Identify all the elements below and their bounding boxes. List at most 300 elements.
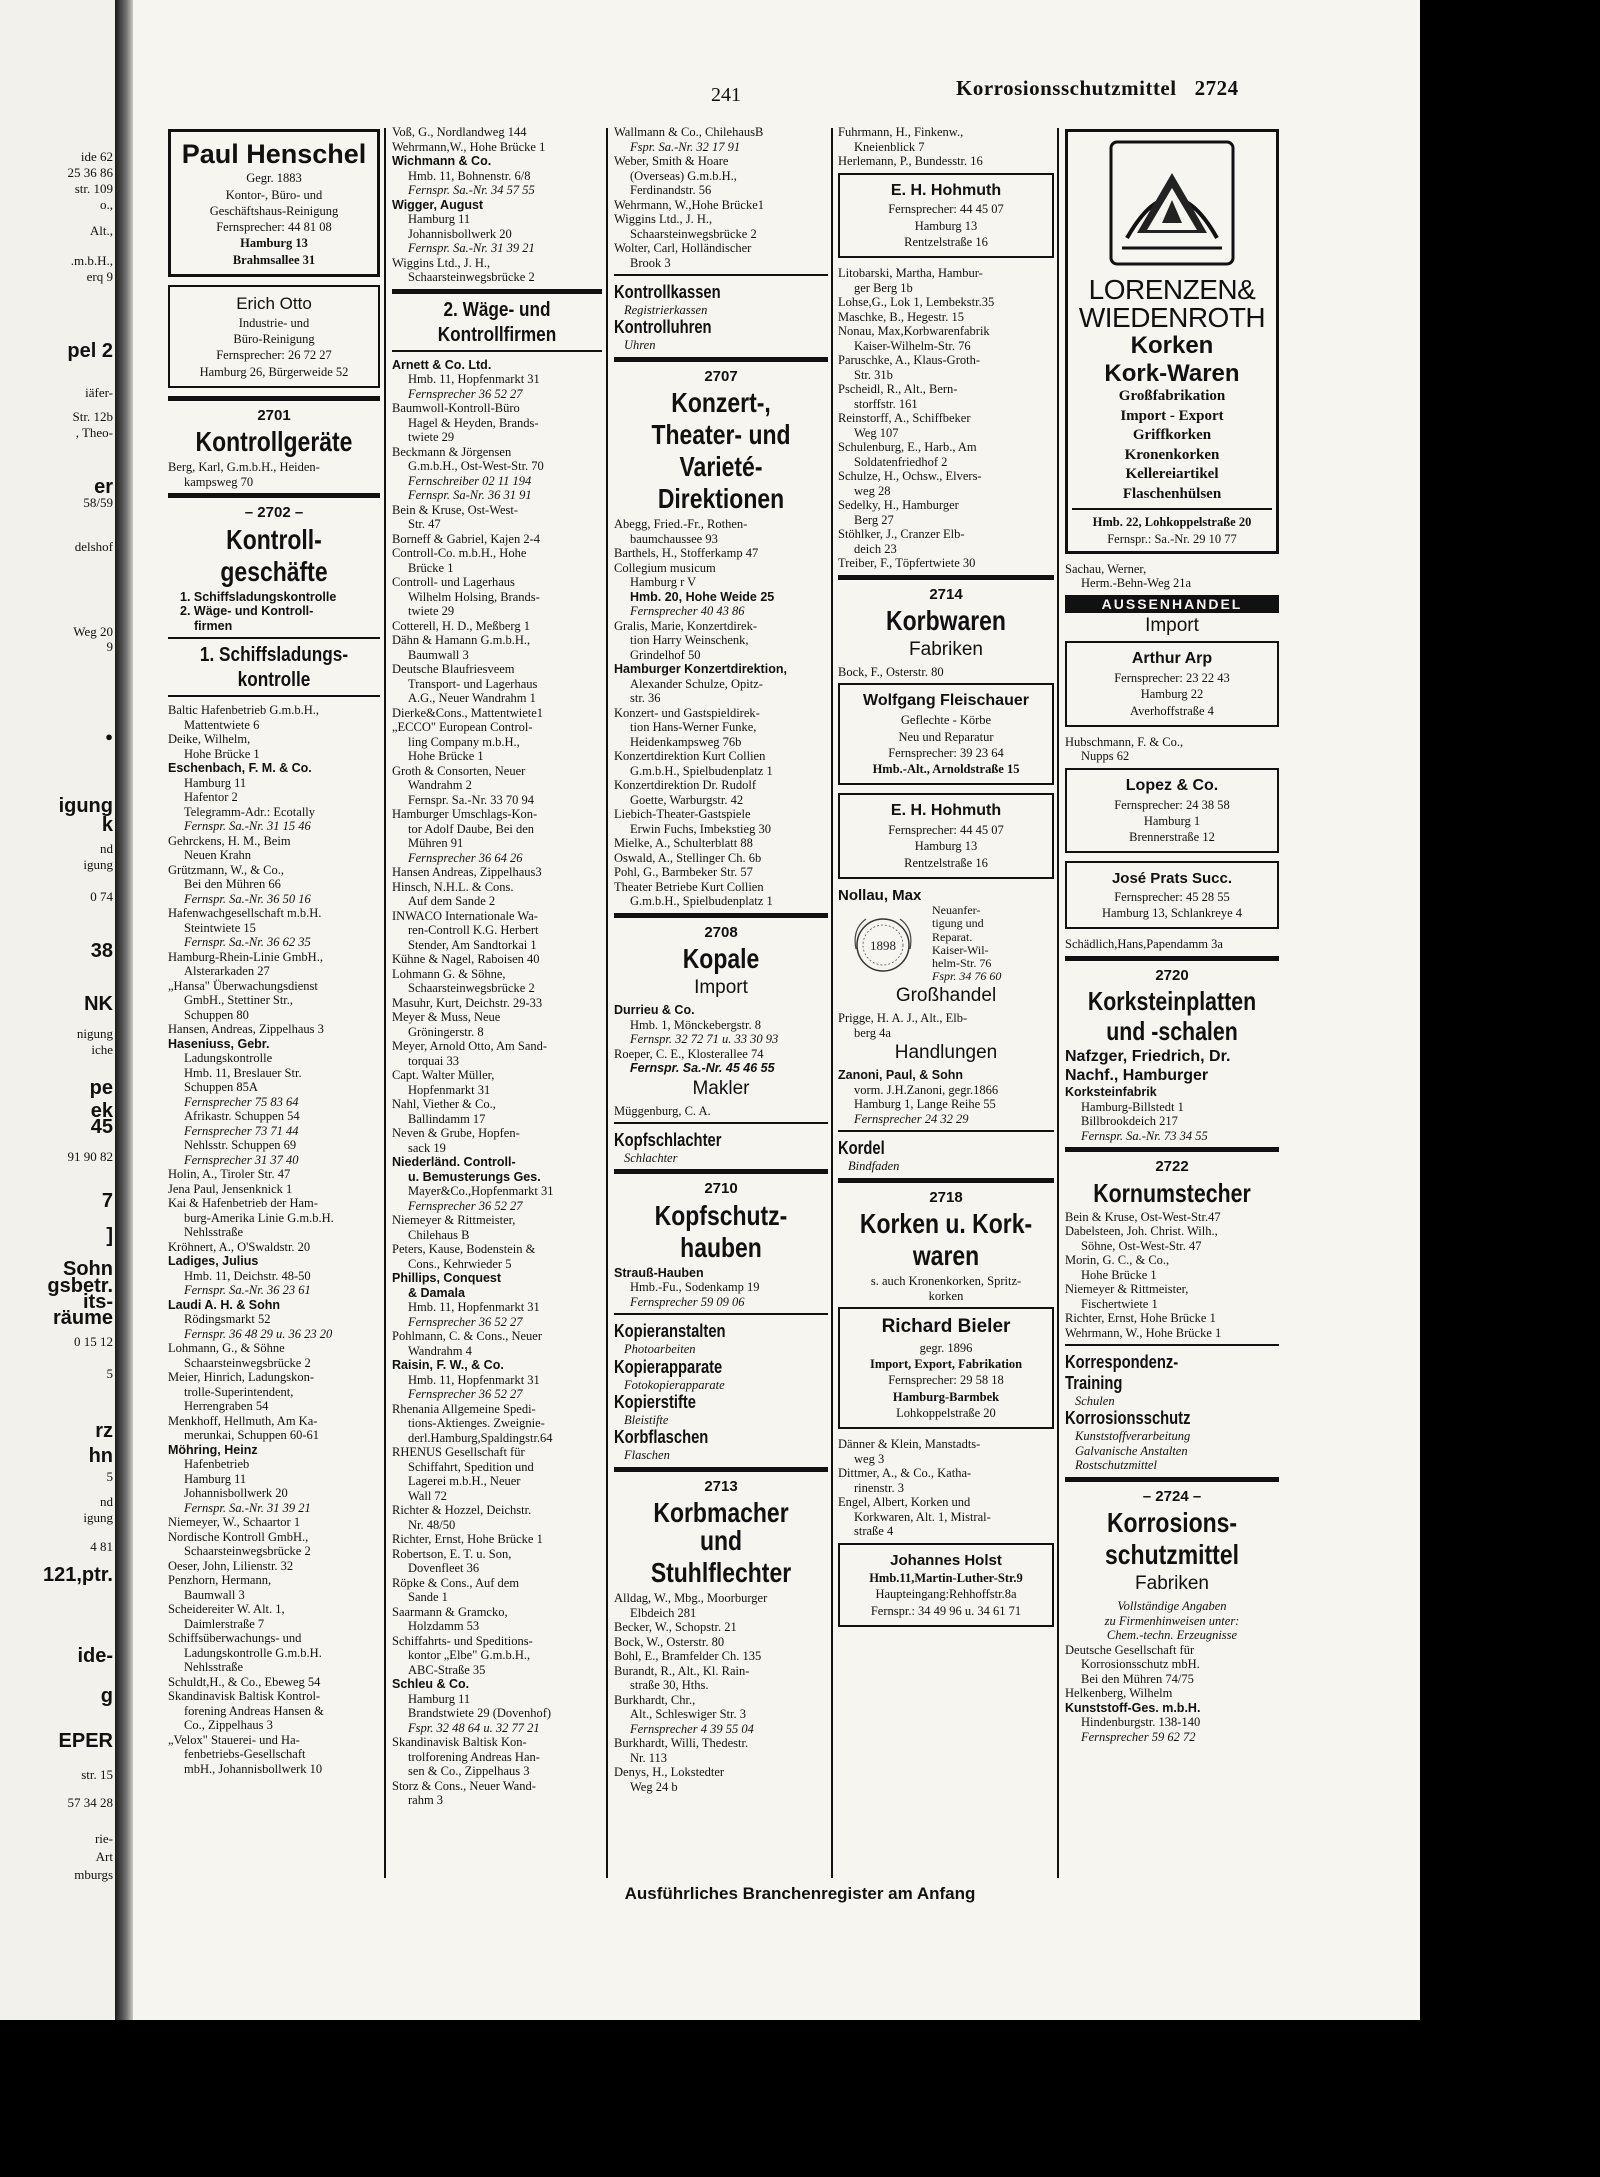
entry-line: Hmb. 11, Hopfenmarkt 31 bbox=[408, 1300, 540, 1314]
ad-street: Lohkoppelstraße 20 bbox=[896, 1405, 996, 1420]
entry-line: Billbrookdeich 217 bbox=[1081, 1114, 1178, 1129]
ad-address: Hmb.11,Martin-Luther-Str.9 bbox=[869, 1571, 1023, 1586]
ad-fleischauer bbox=[838, 683, 1054, 785]
entry-line: Brandstwiete 29 (Dovenhof) bbox=[408, 1706, 552, 1720]
ad-title: Johannes Holst bbox=[890, 1551, 1002, 1569]
entry-phone: Fernspr. 36 48 29 u. 36 23 20 bbox=[184, 1326, 333, 1341]
entry-line: Kühne & Nagel, Raboisen 40 bbox=[392, 952, 540, 966]
ad-address: Hamburg 13, Schlankreye 4 bbox=[1101, 906, 1242, 921]
entry-line: Abegg, Fried.-Fr., Rothen- bbox=[614, 517, 748, 532]
section-number: 2707 bbox=[704, 367, 738, 385]
entry-phone: Fernsprecher 59 62 72 bbox=[1081, 1729, 1196, 1744]
entry-line: Gralis, Marie, Konzertdirek- bbox=[614, 618, 757, 633]
left-page-text-fragment: Sohn bbox=[63, 1258, 113, 1280]
section-title: Kontrollgeräte bbox=[195, 426, 353, 458]
entry-line: Pscheidl, R., Alt., Bern- bbox=[838, 382, 958, 397]
section-title: Korbwaren bbox=[886, 604, 1006, 636]
entry-line: Ballindamm 17 bbox=[408, 1111, 486, 1126]
left-page-text-fragment: 4 81 bbox=[90, 1539, 113, 1554]
entry-line: Dierke&Cons., Mattentwiete1 bbox=[392, 705, 544, 720]
entry-list bbox=[1065, 1210, 1279, 1341]
entry-line: Daimlerstraße 7 bbox=[184, 1616, 265, 1631]
entry-line: Bein & Kruse, Ost-West- bbox=[392, 502, 519, 517]
entry-line: Deutsche Blaufriesveem bbox=[392, 662, 515, 676]
entry-line: Hamburg-Billstedt 1 bbox=[1081, 1099, 1184, 1114]
left-page-text-fragment: Str. 12b bbox=[72, 409, 113, 424]
column-divider bbox=[384, 128, 386, 1878]
entry-line: Brücke 1 bbox=[408, 560, 454, 575]
entry-title: Hamburger Konzertdirektion, bbox=[614, 662, 787, 677]
entry-line: Pohlmann, C. & Cons., Neuer bbox=[392, 1329, 542, 1343]
entry-line: Voß, G., Nordlandweg 144 bbox=[392, 125, 527, 139]
entry-line: Alt., Schleswiger Str. 3 bbox=[630, 1707, 746, 1722]
entry-line: tor Adolf Daube, Bei den bbox=[408, 821, 535, 836]
ad-street: Brahmsallee 31 bbox=[232, 252, 316, 267]
entry-line: Brook 3 bbox=[630, 255, 671, 270]
ad-line: Flaschenhülsen bbox=[1122, 485, 1222, 502]
entry-line: Wallmann & Co., ChilehausB bbox=[614, 125, 764, 139]
entry-phone: Fernsprecher 36 52 27 bbox=[408, 386, 523, 401]
entry-list bbox=[838, 125, 1054, 169]
entry-phone: Fernspr. Sa.-Nr. 73 34 55 bbox=[1081, 1128, 1208, 1143]
entry-line: Holin, A., Tiroler Str. 47 bbox=[168, 1167, 291, 1182]
entry-line: Controll-Co. m.b.H., Hohe bbox=[392, 546, 527, 560]
entry-line: G.m.b.H., Ost-West-Str. 70 bbox=[408, 459, 544, 473]
column-5 bbox=[1065, 125, 1279, 1885]
entry-line: Johannisbollwerk 20 bbox=[184, 1486, 288, 1501]
entry-line: Nonau, Max,Korbwarenfabrik bbox=[838, 324, 990, 339]
entry-line: Beckmann & Jörgensen bbox=[392, 444, 512, 459]
entry-line: ABC-Straße 35 bbox=[408, 1662, 486, 1677]
left-page-text-fragment: 57 34 28 bbox=[67, 1795, 113, 1810]
category-heading: Kopierapparate bbox=[614, 1356, 723, 1377]
section-rule bbox=[1065, 1477, 1279, 1482]
subsection-ref: firmen bbox=[194, 618, 233, 633]
entry-line: Mühren 91 bbox=[408, 836, 464, 850]
entry-line: Denys, H., Lokstedter bbox=[614, 1765, 725, 1780]
entry-title: Wichmann & Co. bbox=[392, 154, 492, 168]
entry-title: Laudi A. H. & Sohn bbox=[168, 1297, 281, 1312]
entry-line: Wiggins Ltd., J. H., bbox=[392, 255, 491, 270]
entry-line: Gehrckens, H. M., Beim bbox=[168, 833, 291, 848]
nollau-body bbox=[838, 904, 1054, 983]
entry-line: berg 4a bbox=[854, 1025, 891, 1040]
entry-line: Erwin Fuchs, Imbekstieg 30 bbox=[630, 821, 771, 836]
category-heading: Korbflaschen bbox=[614, 1427, 709, 1448]
entry-line: Richter, Ernst, Hohe Brücke 1 bbox=[392, 1532, 543, 1546]
ad-line: Büro-Reinigung bbox=[233, 332, 315, 347]
ad-title: Arthur Arp bbox=[1131, 650, 1213, 668]
entry-title: Fernspr. Sa.-Nr. 45 46 55 bbox=[630, 1061, 775, 1076]
ad-heading: Korken bbox=[1130, 332, 1214, 360]
left-page-text-fragment: ide 62 bbox=[80, 149, 113, 164]
entry-line: Soldatenfriedhof 2 bbox=[854, 454, 948, 469]
entry-line: Korkwaren, Alt. 1, Mistral- bbox=[854, 1509, 991, 1524]
category-heading: Kontrollkassen bbox=[614, 282, 721, 302]
entry-phone: Fernsprecher 4 39 55 04 bbox=[630, 1721, 754, 1736]
left-page-text-fragment: , Theo- bbox=[75, 425, 113, 440]
entry-line: Weg 107 bbox=[854, 425, 899, 440]
entry-line: Pohl, G., Barmbeker Str. 57 bbox=[614, 865, 753, 880]
entry-line: Grützmann, W., & Co., bbox=[168, 862, 284, 877]
section-number: 2708 bbox=[704, 923, 738, 941]
ad-street: Averhoffstraße 4 bbox=[1130, 703, 1214, 718]
section-title: Theater- und bbox=[651, 419, 791, 451]
entry-list bbox=[614, 1591, 828, 1794]
category-heading: Kontrolluhren bbox=[614, 317, 712, 338]
section-rule bbox=[1065, 1344, 1279, 1346]
nollau-entry bbox=[838, 887, 1054, 984]
entry-line: Chilehaus B bbox=[408, 1227, 470, 1242]
entry-line: Söhne, Ost-West-Str. 47 bbox=[1081, 1238, 1202, 1253]
entry-title: Durrieu & Co. bbox=[614, 1003, 695, 1018]
entry-line: Sande 1 bbox=[408, 1590, 448, 1604]
entry-line: Wall 72 bbox=[408, 1488, 447, 1503]
cross-reference: Fotokopierapparate bbox=[624, 1377, 725, 1392]
entry-line: Kaiser-Wil- bbox=[932, 942, 989, 957]
entry-line: Hamburg 11 bbox=[408, 212, 471, 226]
entry-line: twiete 29 bbox=[408, 604, 455, 618]
entry-line: Becker, W., Schopstr. 21 bbox=[614, 1620, 737, 1635]
entry-line: Nordische Kontroll GmbH., bbox=[168, 1529, 309, 1544]
entry-line: Konzertdirektion Dr. Rudolf bbox=[614, 778, 756, 793]
entry-line: Saarmann & Gramcko, bbox=[392, 1604, 508, 1619]
section-rule bbox=[614, 913, 828, 918]
entry-line: Schulenburg, E., Harb., Am bbox=[838, 440, 977, 455]
subsection-ref: 2. Wäge- und Kontroll- bbox=[180, 604, 314, 619]
left-page-text-fragment: 5 bbox=[106, 1469, 113, 1484]
left-page-text-fragment: nigung bbox=[76, 1026, 113, 1041]
section-rule bbox=[614, 1122, 828, 1124]
entry-line: Korrosionsschutz mbH. bbox=[1081, 1657, 1200, 1672]
entry-line: merunkai, Schuppen 60-61 bbox=[184, 1428, 320, 1443]
entry-line: Hmb. 11, Hopfenmarkt 31 bbox=[408, 372, 540, 386]
left-page-text-fragment: ] bbox=[106, 1225, 113, 1247]
category-heading: Kordel bbox=[838, 1138, 885, 1159]
ad-line: Geflechte - Körbe bbox=[900, 713, 992, 728]
cross-reference: Bindfaden bbox=[848, 1159, 900, 1174]
left-page-text-fragment: str. 15 bbox=[81, 1767, 113, 1782]
entry-line: sen & Co., Zippelhaus 3 bbox=[408, 1764, 530, 1778]
running-title-text: Korrosionsschutzmittel bbox=[956, 76, 1177, 100]
section-rule bbox=[614, 1467, 828, 1472]
entry-phone: Fernspr. Sa-Nr. 36 31 91 bbox=[408, 488, 532, 502]
entry-line: Menkhoff, Hellmuth, Am Ka- bbox=[168, 1413, 318, 1428]
entry-line: Helkenberg, Wilhelm bbox=[1065, 1686, 1173, 1701]
subsection-title: Kontrollfirmen bbox=[437, 323, 557, 346]
left-page-text-fragment: str. 109 bbox=[74, 181, 113, 196]
entry-phone: Fernspr. Sa.-Nr. 31 15 46 bbox=[184, 819, 311, 834]
entry-phone: Fernsprecher 59 09 06 bbox=[630, 1294, 745, 1309]
column-2 bbox=[392, 125, 602, 1885]
entry-line: straße 30, Hths. bbox=[630, 1678, 709, 1693]
section-rule bbox=[614, 1169, 828, 1174]
entry-line: Nr. 113 bbox=[630, 1750, 668, 1765]
entry-line: Hamburg 11 bbox=[184, 1471, 247, 1486]
ad-title: Wolfgang Fleischauer bbox=[863, 692, 1029, 710]
left-page-text-fragment: rie- bbox=[94, 1831, 113, 1846]
section-rule bbox=[392, 350, 602, 352]
entry-phone: Fernsprecher 36 64 26 bbox=[408, 850, 523, 865]
ad-title: Richard Bieler bbox=[881, 1316, 1011, 1338]
ad-city: Hamburg 13 bbox=[914, 839, 978, 854]
entry-line: ger Berg 1b bbox=[854, 280, 913, 295]
list-item: Berg, Karl, G.m.b.H., Heiden- bbox=[168, 460, 320, 475]
entry-line: Hmb. 11, Deichstr. 48-50 bbox=[184, 1268, 311, 1283]
section-subtitle: Import bbox=[694, 977, 748, 999]
entry-line: Alldag, W., Mbg., Moorburger bbox=[614, 1591, 768, 1606]
entry-line: trolle-Superintendent, bbox=[184, 1384, 294, 1399]
left-page-text-fragment: NK bbox=[84, 993, 113, 1015]
cross-reference: Schulen bbox=[1075, 1393, 1115, 1408]
entry-line: Niemeyer & Rittmeister, bbox=[1065, 1282, 1189, 1297]
entry-line: Dittmer, A., & Co., Katha- bbox=[838, 1466, 972, 1481]
entry-line: (Overseas) G.m.b.H., bbox=[630, 168, 737, 183]
cross-reference-list bbox=[614, 1321, 828, 1463]
entry-line: Holzdamm 53 bbox=[408, 1619, 480, 1633]
entry-line: Schaarsteinwegsbrücke 2 bbox=[184, 1544, 311, 1559]
entry-line: Str. 47 bbox=[408, 517, 441, 531]
cross-reference: Bleistifte bbox=[624, 1412, 669, 1427]
ad-hohmuth bbox=[838, 793, 1054, 879]
entry-line: Oeser, John, Lilienstr. 32 bbox=[168, 1558, 294, 1573]
entry-line: Schiffsüberwachungs- und bbox=[168, 1631, 302, 1646]
entry-line: Jena Paul, Jensenknick 1 bbox=[168, 1181, 293, 1196]
left-page-text-fragment: er bbox=[94, 476, 113, 498]
ad-address: Hmb.-Alt., Arnoldstraße 15 bbox=[872, 762, 1020, 777]
ad-richard-bieler bbox=[838, 1307, 1054, 1429]
entry-list bbox=[1065, 562, 1279, 591]
entry-line: Dovenfleet 36 bbox=[408, 1561, 480, 1575]
entry-line: Burandt, R., Alt., Kl. Rain- bbox=[614, 1663, 750, 1678]
ad-lorenzen-wiedenroth bbox=[1065, 129, 1279, 554]
entry-line: Hafenwachgesellschaft m.b.H. bbox=[168, 906, 322, 921]
ad-line: Gegr. 1883 bbox=[246, 171, 302, 186]
entry-phone: Fernsprecher 73 71 44 bbox=[184, 1123, 299, 1138]
section-number: 2701 bbox=[257, 406, 291, 424]
entry-line: Wehrmann, W.,Hohe Brücke1 bbox=[614, 197, 764, 212]
ad-paul-henschel bbox=[168, 129, 380, 277]
entry-line: Berg 27 bbox=[854, 512, 894, 527]
section-rule bbox=[614, 1313, 828, 1315]
cross-reference: Uhren bbox=[624, 338, 656, 353]
entry-line: Wolter, Carl, Holländischer bbox=[614, 241, 752, 255]
left-page-text-fragment: ide- bbox=[77, 1645, 113, 1667]
section-title: schutzmittel bbox=[1105, 1539, 1239, 1571]
entry-line: Peters, Kause, Bodenstein & bbox=[392, 1242, 536, 1256]
entry-line: Hohe Brücke 1 bbox=[184, 746, 260, 761]
section-title: geschäfte bbox=[220, 555, 328, 587]
ad-line: Import - Export bbox=[1120, 407, 1224, 424]
list-item: Müggenburg, C. A. bbox=[614, 1103, 711, 1118]
subsection-title: 1. Schiffsladungs- bbox=[199, 644, 349, 667]
entry-line: Stender, Am Sandtorkai 1 bbox=[408, 937, 537, 952]
entry-line: Hamburg 11 bbox=[408, 1691, 471, 1706]
ad-phone: Fernsprecher: 24 38 58 bbox=[1114, 797, 1230, 812]
entry-line: Str. 31b bbox=[854, 367, 893, 382]
entry-list bbox=[614, 125, 828, 270]
entry-line: Hinsch, N.H.L. & Cons. bbox=[392, 879, 514, 894]
entry-line: Nachf., Hamburger bbox=[1065, 1066, 1209, 1084]
entry-line: Oswald, A., Stellinger Ch. 6b bbox=[614, 850, 762, 865]
entry-title: Schleu & Co. bbox=[392, 1677, 470, 1691]
page-footer: Ausführliches Branchenregister am Anfang bbox=[624, 1884, 976, 1903]
ad-city: Hamburg 13 bbox=[240, 236, 308, 251]
ad-phone: Fernsprecher: 29 58 18 bbox=[888, 1373, 1004, 1388]
section-subtitle: Handlungen bbox=[894, 1042, 998, 1064]
entry-line: Deutsche Gesellschaft für bbox=[1065, 1642, 1195, 1657]
entry-phone: Fernspr. Sa.-Nr. 34 57 55 bbox=[408, 183, 535, 197]
entry-list bbox=[392, 358, 602, 1808]
list-item: kampsweg 70 bbox=[184, 474, 254, 489]
list-item: Bock, F., Osterstr. 80 bbox=[838, 664, 944, 679]
section-rule bbox=[838, 1130, 1054, 1132]
entry-line: Gröningerstr. 8 bbox=[408, 1024, 484, 1039]
entry-line: Masuhr, Kurt, Deichstr. 29-33 bbox=[392, 995, 543, 1010]
left-page-text-fragment: erq 9 bbox=[86, 269, 113, 284]
left-page-text-fragment: 45 bbox=[90, 1116, 113, 1138]
entry-phone: Fernsprecher 36 52 27 bbox=[408, 1314, 523, 1329]
entry-phone: Fernspr. 32 72 71 u. 33 30 93 bbox=[630, 1032, 779, 1047]
ad-phone: Fernsprecher: 44 45 07 bbox=[888, 823, 1004, 838]
ad-city: Hamburg-Barmbek bbox=[892, 1389, 1000, 1404]
section-number: 2710 bbox=[704, 1180, 738, 1198]
entry-line: Wehrmann, W., Hohe Brücke 1 bbox=[1065, 1325, 1222, 1340]
left-page-text-fragment: 9 bbox=[106, 639, 113, 654]
ad-line: gegr. 1896 bbox=[919, 1340, 973, 1355]
section-title: Korksteinplatten bbox=[1087, 986, 1257, 1017]
ad-line: Kontor-, Büro- und bbox=[225, 187, 323, 202]
entry-line: Fernspr. Sa.-Nr. 33 70 94 bbox=[408, 792, 535, 807]
entry-phone: Fernspr. Sa.-Nr. 36 62 35 bbox=[184, 935, 311, 950]
entry-line: Ferdinandstr. 56 bbox=[630, 183, 712, 197]
subsection-title: kontrolle bbox=[237, 669, 311, 692]
entry-line: Nr. 48/50 bbox=[408, 1517, 456, 1532]
entry-line: twiete 29 bbox=[408, 430, 455, 444]
entry-line: Steintwiete 15 bbox=[184, 920, 256, 935]
entry-line: Reparat. bbox=[932, 929, 973, 944]
entry-line: Hindenburgstr. 138-140 bbox=[1081, 1715, 1201, 1730]
entry-line: baumchaussee 93 bbox=[630, 531, 718, 546]
ad-phone: Fernsprecher: 44 81 08 bbox=[216, 220, 332, 235]
section-note: s. auch Kronenkorken, Spritz- bbox=[870, 1274, 1022, 1289]
medal-emblem bbox=[838, 909, 928, 979]
entry-line: Capt. Walter Müller, bbox=[392, 1068, 495, 1082]
column-3 bbox=[614, 125, 828, 1885]
entry-line: Schaarsteinwegsbrücke 2 bbox=[184, 1355, 311, 1370]
entry-line: ling Company m.b.H., bbox=[408, 734, 520, 749]
entry-line: Stöhlker, J., Cranzer Elb- bbox=[838, 527, 965, 542]
list-item: Schädlich,Hans,Papendamm 3a bbox=[1065, 937, 1223, 952]
entry-line: Wiggins Ltd., J. H., bbox=[614, 212, 713, 226]
entry-line: „Hansa" Überwachungsdienst bbox=[168, 978, 318, 993]
ad-title: E. H. Hohmuth bbox=[890, 802, 1002, 820]
entry-title: Hmb. 20, Hohe Weide 25 bbox=[630, 589, 775, 604]
section-number: – 2702 – bbox=[244, 504, 304, 522]
entry-line: sack 19 bbox=[408, 1140, 446, 1155]
section-number: – 2724 – bbox=[1142, 1487, 1202, 1505]
entry-list bbox=[1065, 1048, 1279, 1143]
entry-title: Nollau, Max bbox=[838, 886, 922, 904]
left-page-fragment bbox=[0, 0, 115, 2020]
nollau-details bbox=[932, 904, 1001, 983]
category-heading: Korrosionsschutz bbox=[1065, 1408, 1191, 1429]
entry-line: GmbH., Stettiner Str., bbox=[184, 993, 294, 1008]
left-page-text-fragment: rz bbox=[95, 1420, 113, 1442]
ad-line: Kellereiartikel bbox=[1125, 466, 1219, 483]
entry-line: Bei den Mühren 66 bbox=[184, 877, 281, 892]
entry-line: Liebich-Theater-Gastspiele bbox=[614, 807, 751, 822]
entry-line: Barthels, H., Stofferkamp 47 bbox=[614, 546, 759, 561]
entry-line: Afrikastr. Schuppen 54 bbox=[184, 1109, 300, 1124]
entry-line: Hmb. 11, Breslauer Str. bbox=[184, 1065, 302, 1080]
entry-line: Lohmann, G., & Söhne bbox=[168, 1341, 285, 1356]
left-page-text-fragment: 5 bbox=[106, 1366, 113, 1381]
cross-reference: Schlachter bbox=[624, 1150, 678, 1165]
section-note: Vollständige Angaben bbox=[1117, 1599, 1227, 1614]
left-page-text-fragment: iäfer- bbox=[85, 385, 113, 400]
entry-list bbox=[1065, 735, 1279, 764]
left-page-text-fragment: 91 90 82 bbox=[67, 1149, 113, 1164]
ad-title: José Prats Succ. bbox=[1111, 870, 1233, 888]
entry-line: Morin, G. C., & Co., bbox=[1065, 1253, 1170, 1268]
entry-line: derl.Hamburg,Spaldingstr.64 bbox=[408, 1430, 553, 1445]
entry-phone: Fernspr. Sa.-Nr. 36 23 61 bbox=[184, 1283, 311, 1298]
ad-title: E. H. Hohmuth bbox=[890, 181, 1002, 199]
entry-line: Hansen Andreas, Zippelhaus3 bbox=[392, 865, 542, 879]
left-page-text-fragment: hn bbox=[88, 1445, 113, 1467]
category-heading: Kopierstifte bbox=[614, 1392, 697, 1413]
medal-year: 1898 bbox=[870, 937, 896, 953]
entry-line: Lohse,G., Lok 1, Lembekstr.35 bbox=[838, 295, 995, 310]
section-rule bbox=[1065, 956, 1279, 961]
entry-title: Arnett & Co. Ltd. bbox=[392, 357, 492, 372]
entry-line: Baumwoll-Kontroll-Büro bbox=[392, 401, 520, 415]
entry-title: Haseniuss, Gebr. bbox=[168, 1036, 270, 1051]
cross-reference: Registrierkassen bbox=[624, 302, 708, 317]
ad-title: Paul Henschel bbox=[181, 139, 367, 169]
entry-line: Schuppen 85A bbox=[184, 1080, 258, 1095]
entry-line: Alexander Schulze, Opitz- bbox=[630, 676, 763, 691]
entry-line: A.G., Neuer Wandrahm 1 bbox=[408, 691, 536, 705]
section-note: korken bbox=[928, 1288, 964, 1303]
ad-phone: Fernsprecher: 39 23 64 bbox=[888, 745, 1004, 760]
entry-line: torquai 33 bbox=[408, 1053, 460, 1068]
entry-line: Scheidereiter W. Alt. 1, bbox=[168, 1602, 285, 1617]
entry-line: str. 36 bbox=[630, 691, 661, 706]
ad-city: Hamburg 13 bbox=[914, 218, 978, 233]
entry-line: storffstr. 161 bbox=[854, 396, 918, 411]
entry-line: Hamburg 1, Lange Reihe 55 bbox=[854, 1097, 996, 1112]
ad-title: WIEDENROTH bbox=[1078, 302, 1266, 334]
cross-reference: Rostschutzmittel bbox=[1075, 1458, 1157, 1473]
entry-line: Hopfenmarkt 31 bbox=[408, 1082, 491, 1097]
column-4 bbox=[838, 125, 1054, 1885]
entry-line: Sedelky, H., Hamburger bbox=[838, 498, 959, 513]
entry-line: Kaiser-Wilhelm-Str. 76 bbox=[854, 338, 971, 353]
section-rule bbox=[1065, 1147, 1279, 1152]
subsection-title: 2. Wäge- und bbox=[443, 298, 551, 321]
entry-line: Mattentwiete 6 bbox=[184, 717, 260, 732]
ad-city: Hamburg 1 bbox=[1143, 813, 1201, 828]
section-rule bbox=[168, 493, 380, 498]
entry-line: Auf dem Sande 2 bbox=[408, 894, 496, 908]
ad-phone: Fernsprecher: 26 72 27 bbox=[216, 348, 332, 363]
entry-line: Robertson, E. T. u. Son, bbox=[392, 1546, 512, 1561]
entry-line: Transport- und Lagerhaus bbox=[408, 676, 538, 691]
entry-line: trolforening Andreas Han- bbox=[408, 1749, 540, 1764]
entry-line: Röpke & Cons., Auf dem bbox=[392, 1575, 520, 1590]
